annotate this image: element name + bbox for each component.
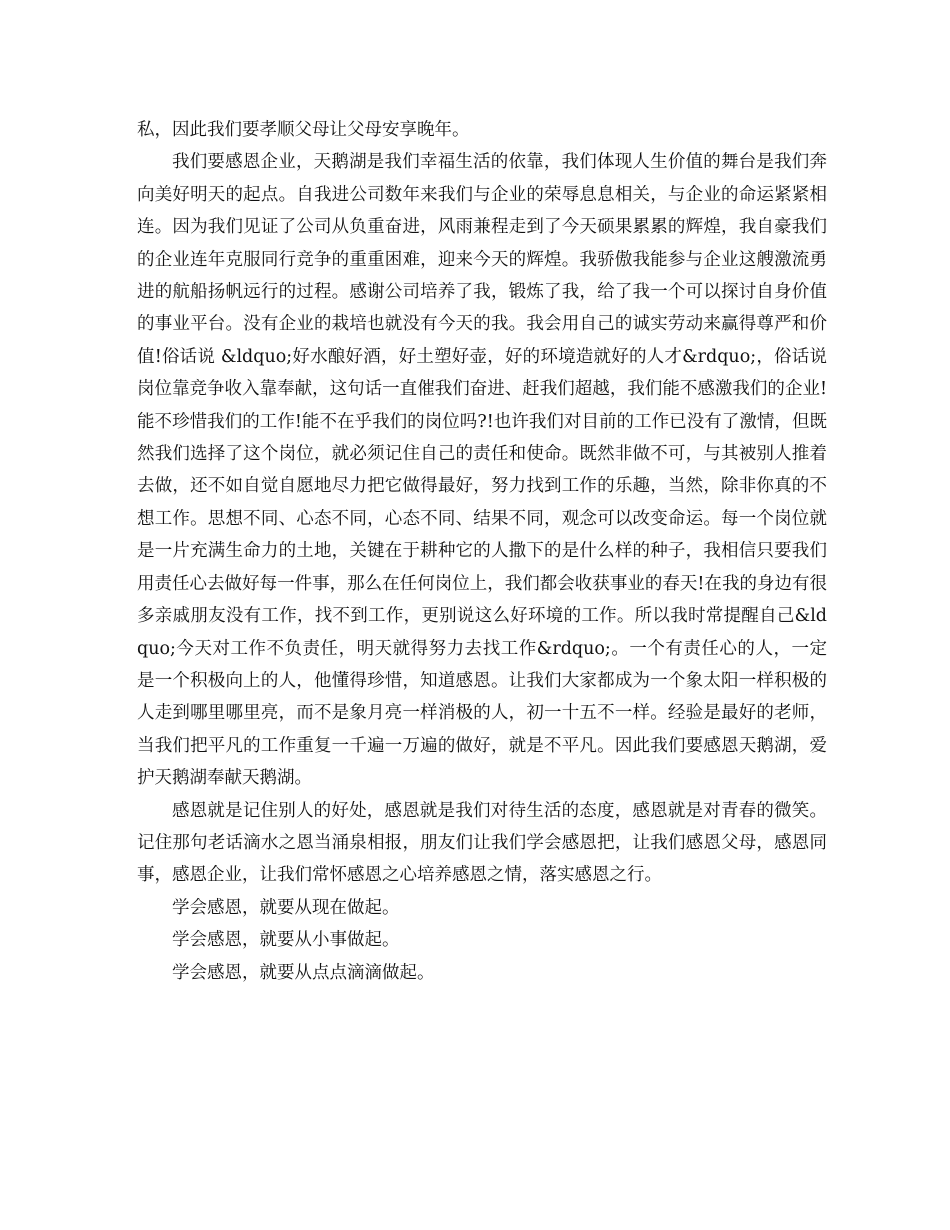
paragraph-start-bit-by-bit: 学会感恩，就要从点点滴滴做起。 bbox=[172, 962, 435, 983]
paragraph-start-small: 学会感恩，就要从小事做起。 bbox=[172, 930, 400, 951]
document-body bbox=[137, 114, 827, 989]
paragraph-meaning-of-gratitude: 感恩就是记住别人的好处，感恩就是我们对待生活的态度，感恩就是对青春的微笑。记住那句老话滴水之恩当涌泉相报，朋友们让我们学会感恩把，让我们感恩父母，感恩同事，感恩企业，让我们常怀感恩之心培养感恩之情，落实感恩之行。 bbox=[137, 800, 827, 886]
paragraph-continuation: 私，因此我们要孝顺父母让父母安享晚年。 bbox=[137, 120, 470, 140]
paragraph-gratitude-to-company: 我们要感恩企业，天鹅湖是我们幸福生活的依靠，我们体现人生价值的舞台是我们奔向美好明天的起点。自我进公司数年来我们与企业的荣辱息息相关，与企业的命运紧紧相连。因为我们见证了公司从负重奋进，风雨兼程走到了今天硕果累累的辉煌，我自豪我们的企业连年克服同行竞争的重重困难，迎来今天的辉煌。我骄傲我能参与企业这艘激流勇进的航船扬帆远行的过程。感谢公司培养了我，锻炼了我，给了我一个可以探讨自身价值的事业平台。没有企业的栽培也就没有今天的我。我会用自己的诚实劳动来赢得尊严和价值!俗话说 &ldquo;好水酿好酒，好土塑好壶，好的环境造就好的人才&rdquo;，俗话说岗位靠竞争收入靠奉献，这句话一直催我们奋进、赶我们超越，我们能不感激我们的企业!能不珍惜我们的工作!能不在乎我们的岗位吗?!也许我们对目前的工作已没有了激情，但既然我们选择了这个岗位，就必须记住自己的责任和使命。既然非做不可，与其被别人推着去做，还不如自觉自愿地尽力把它做得最好，努力找到工作的乐趣，当然，除非你真的不想工作。思想不同、心态不同，心态不同、结果不同，观念可以改变命运。每一个岗位就是一片充满生命力的土地，关键在于耕种它的人撒下的是什么样的种子，我相信只要我们用责任心去做好每一件事，那么在任何岗位上，我们都会收获事业的春天!在我的身边有很多亲戚朋友没有工作，找不到工作，更别说这么好环境的工作。所以我时常提醒自己&ldquo;今天对工作不负责任，明天就得努力去找工作&rdquo;。一个有责任心的人，一定是一个积极向上的人，他懂得珍惜，知道感恩。让我们大家都成为一个象太阳一样积极的人走到哪里哪里亮，而不是象月亮一样消极的人，初一十五不一样。经验是最好的老师，当我们把平凡的工作重复一千遍一万遍的做好，就是不平凡。因此我们要感恩天鹅湖，爱护天鹅湖奉献天鹅湖。 bbox=[137, 152, 827, 789]
paragraph-start-now: 学会感恩，就要从现在做起。 bbox=[172, 897, 400, 918]
